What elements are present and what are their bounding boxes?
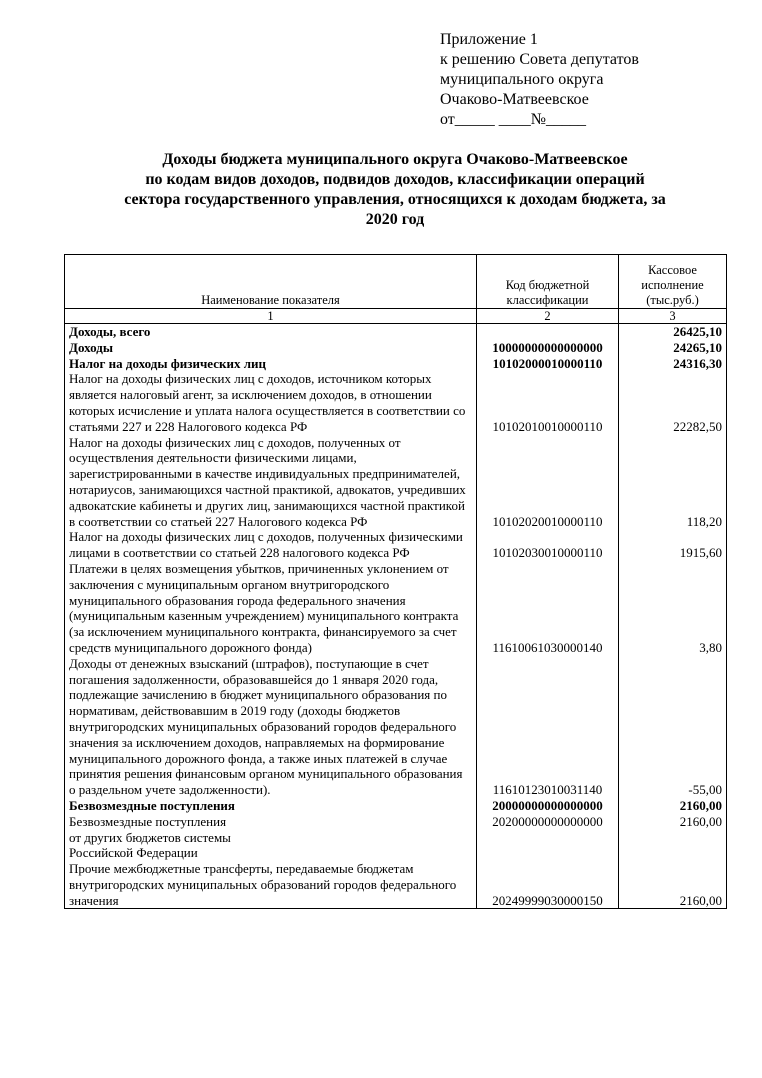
table-row	[65, 435, 727, 530]
row-code-cell: 11610061030000140	[477, 561, 619, 656]
appendix-line: от_____ ____№_____	[440, 111, 587, 128]
row-name-cell: Налог на доходы физических лиц с доходов, полученных физическими лицами в соответствии со статьей 228 налогового кодекса РФ	[65, 529, 477, 561]
table-body	[65, 324, 727, 909]
column-number: 2	[477, 309, 619, 324]
row-value-cell: 1915,60	[619, 529, 727, 561]
document-title	[70, 150, 720, 230]
row-code-cell: 10102030010000110	[477, 529, 619, 561]
row-code-cell: 10000000000000000	[477, 340, 619, 356]
column-number-row	[65, 309, 727, 324]
row-code-cell: 20200000000000000	[477, 814, 619, 861]
row-value-cell: -55,00	[619, 656, 727, 798]
row-value-cell: 24265,10	[619, 340, 727, 356]
title-line: 2020 год	[365, 211, 425, 228]
table-row	[65, 798, 727, 814]
title-line: по кодам видов доходов, подвидов доходов, классификации операций	[145, 171, 645, 188]
table-row	[65, 356, 727, 372]
table-row	[65, 371, 727, 434]
title-line: сектора государственного управления, относящихся к доходам бюджета, за	[124, 191, 666, 208]
appendix-line: муниципального округа	[440, 71, 604, 88]
header-name: Наименование показателя	[65, 255, 477, 309]
row-name-cell: Платежи в целях возмещения убытков, причиненных уклонением от заключения с муниципальным органом внутригородского муниципального образования города федерального значения (муниципальным казенным учреждением) муниципального контракта (за исключением муниципального контракта, финансируемого за счет средств муниципального дорожного фонда)	[65, 561, 477, 656]
table-row	[65, 814, 727, 861]
table-row	[65, 861, 727, 909]
row-name-cell: Безвозмездные поступления	[65, 798, 477, 814]
row-name-cell: Налог на доходы физических лиц с доходов, источником которых является налоговый агент, за исключением доходов, в отношении которых исчисление и уплата налога осуществляется в соответствии со статьями 227 и 228 Налогового кодекса РФ	[65, 371, 477, 434]
row-value-cell: 24316,30	[619, 356, 727, 372]
appendix-line: к решению Совета депутатов	[440, 51, 639, 68]
row-value-cell: 2160,00	[619, 814, 727, 861]
table-row	[65, 529, 727, 561]
row-code-cell	[477, 324, 619, 340]
table-row	[65, 324, 727, 340]
row-code-cell: 20000000000000000	[477, 798, 619, 814]
appendix-line: Очаково-Матвеевское	[440, 91, 589, 108]
row-value-cell: 3,80	[619, 561, 727, 656]
table-row	[65, 561, 727, 656]
row-name-cell: Доходы	[65, 340, 477, 356]
income-table	[64, 254, 727, 909]
title-line: Доходы бюджета муниципального округа Очаково-Матвеевское	[162, 151, 628, 168]
table-header-row	[65, 255, 727, 309]
row-code-cell: 10102010010000110	[477, 371, 619, 434]
header-value: Кассовое исполнение (тыс.руб.)	[619, 255, 727, 309]
row-code-cell: 10102000010000110	[477, 356, 619, 372]
row-code-cell: 11610123010031140	[477, 656, 619, 798]
header-code: Код бюджетной классификации	[477, 255, 619, 309]
row-name-cell: Налог на доходы физических лиц с доходов, полученных от осуществления деятельности физическими лицами, зарегистрированными в качестве индивидуальных предпринимателей, нотариусов, занимающихся частной практикой, адвокатов, учредивших адвокатские кабинеты и других лиц, занимающихся частной практикой в соответствии со статьей 227 Налогового кодекса РФ	[65, 435, 477, 530]
row-name-cell: Прочие межбюджетные трансферты, передаваемые бюджетам внутригородских муниципальных образований городов федерального значения	[65, 861, 477, 909]
table-row	[65, 656, 727, 798]
row-value-cell: 22282,50	[619, 371, 727, 434]
table-row	[65, 340, 727, 356]
row-name-cell: Безвозмездные поступления от других бюджетов системы Российской Федерации	[65, 814, 477, 861]
appendix-header	[440, 30, 639, 130]
row-value-cell: 2160,00	[619, 798, 727, 814]
row-value-cell: 2160,00	[619, 861, 727, 909]
row-code-cell: 10102020010000110	[477, 435, 619, 530]
column-number: 3	[619, 309, 727, 324]
row-name-cell: Налог на доходы физических лиц	[65, 356, 477, 372]
row-value-cell: 26425,10	[619, 324, 727, 340]
row-code-cell: 20249999030000150	[477, 861, 619, 909]
row-name-cell: Доходы, всего	[65, 324, 477, 340]
appendix-line: Приложение 1	[440, 31, 538, 48]
row-value-cell: 118,20	[619, 435, 727, 530]
row-name-cell: Доходы от денежных взысканий (штрафов), поступающие в счет погашения задолженности, образовавшейся до 1 января 2020 года, подлежащие зачислению в бюджет муниципального образования по нормативам, действовавшим в 2019 году (доходы бюджетов внутригородских муниципальных образований городов федерального значения за исключением доходов, направляемых на формирование муниципального дорожного фонда, а также иных платежей в случае принятия решения финансовым органом муниципального образования о раздельном учете задолженности).	[65, 656, 477, 798]
column-number: 1	[65, 309, 477, 324]
